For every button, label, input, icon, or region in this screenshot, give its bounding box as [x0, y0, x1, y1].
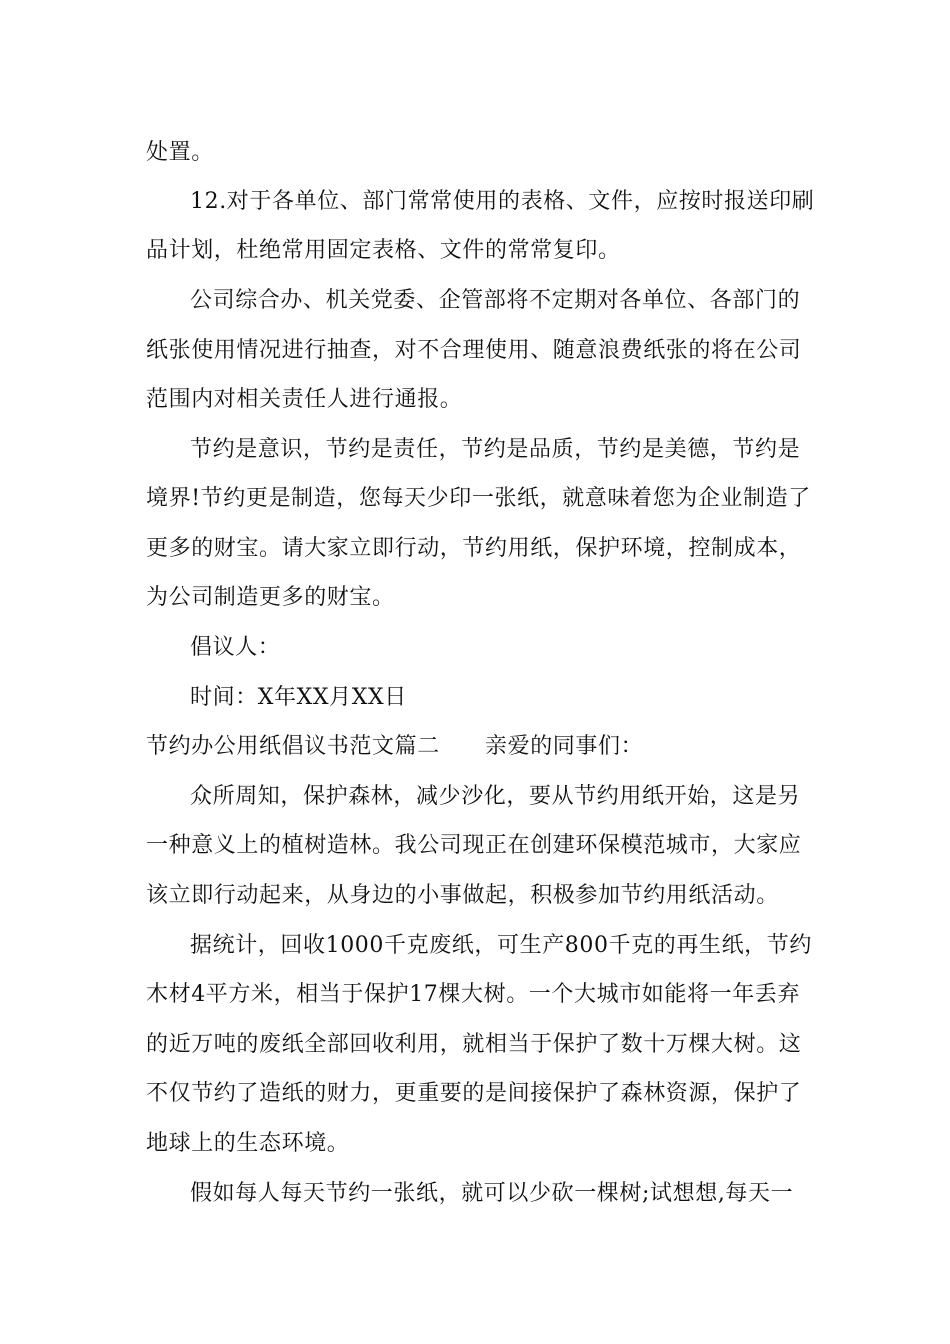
paragraph-line: 据统计，回收1000千克废纸，可生产800千克的再生纸，节约: [190, 933, 812, 958]
text-line: 境界!节约更是制造，您每天少印一张纸，就意味着您为企业制造了: [146, 486, 811, 511]
paragraph-line: 假如每人每天节约一张纸，就可以少砍一棵树;试想想,每天一: [190, 1181, 794, 1206]
text-line: 木材4平方米，相当于保护17棵大树。一个大城市如能将一年丢弃: [146, 982, 800, 1007]
text-line: 范围内对相关责任人进行通报。: [146, 387, 463, 412]
paragraph-line: 公司综合办、机关党委、企管部将不定期对各单位、各部门的: [190, 288, 801, 313]
text-line: 该立即行动起来，从身边的小事做起，积极参加节约用纸活动。: [146, 883, 779, 908]
paragraph-line: 12.对于各单位、部门常常使用的表格、文件，应按时报送印刷: [190, 189, 815, 214]
text-line: 不仅节约了造纸的财力，更重要的是间接保护了森林资源，保护了: [146, 1081, 802, 1106]
text-line: 处置。: [146, 140, 214, 165]
section-title: 节约办公用纸倡议书范文篇二 亲爱的同事们：: [146, 734, 644, 759]
text-line: 的近万吨的废纸全部回收利用，就相当于保护了数十万棵大树。这: [146, 1032, 802, 1057]
paragraph-line: 众所周知，保护森林，减少沙化，要从节约用纸开始，这是另: [190, 784, 801, 809]
paragraph-line: 节约是意识，节约是责任，节约是品质，节约是美德，节约是: [190, 437, 801, 462]
signer-line: 倡议人：: [190, 635, 281, 660]
text-line: 更多的财宝。请大家立即行动，节约用纸，保护环境，控制成本，: [146, 536, 802, 561]
text-line: 品计划，杜绝常用固定表格、文件的常常复印。: [146, 238, 621, 263]
date-line: 时间：X年XX月XX日: [190, 685, 407, 710]
text-line: 纸张使用情况进行抽查，对不合理使用、随意浪费纸张的将在公司: [146, 338, 802, 363]
text-line: 地球上的生态环境。: [146, 1131, 350, 1156]
text-line: 为公司制造更多的财宝。: [146, 585, 395, 610]
text-line: 一种意义上的植树造林。我公司现正在创建环保模范城市，大家应: [146, 833, 802, 858]
